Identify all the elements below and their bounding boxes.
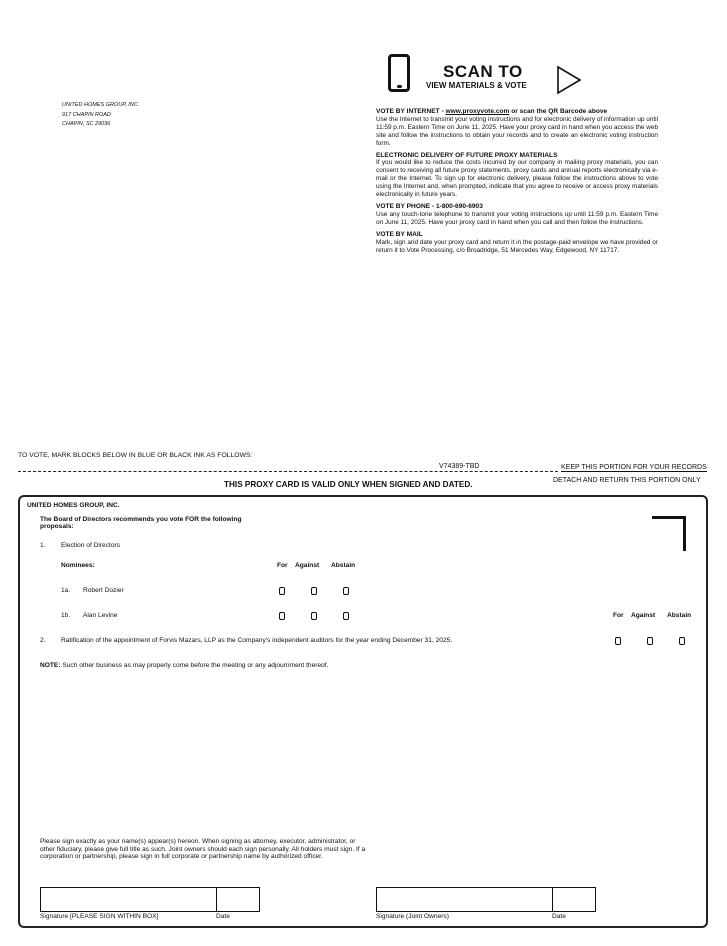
nominee-1b-name: Alan Levine (83, 612, 118, 619)
proposal-1-number: 1. (40, 542, 46, 549)
checkbox-2-against[interactable] (647, 637, 653, 645)
checkbox-2-abstain[interactable] (679, 637, 685, 645)
note-label: NOTE: (40, 662, 61, 669)
mail-body: Mark, sign and date your proxy card and return it in the postage-paid envelope we have provided or return it to Vote Processing, c/o Broadridge, 51 Mercedes Way, Edgewood, NY 11717. (376, 238, 658, 254)
checkbox-2-for[interactable] (615, 637, 621, 645)
phone-body: Use any touch-tone telephone to transmit your voting instructions up until 11:59 p.m. Eastern Time on June 11, 2025. Have your proxy card in hand when you call and then follow the instructions. (376, 210, 658, 226)
date-box[interactable] (216, 887, 260, 912)
checkbox-1a-for[interactable] (279, 587, 285, 595)
keep-portion-label: KEEP THIS PORTION FOR YOUR RECORDS (561, 464, 707, 471)
control-code: V74389-TBD (439, 463, 480, 470)
proposal-1-label: Election of Directors (61, 542, 120, 549)
scan-title: SCAN TO (443, 62, 523, 81)
sign-instructions: Please sign exactly as your name(s) appear(s) hereon. When signing as attorney, executor, administrator, or other fiduciary, please give full title as such. Joint owners should each sign personally. All holders must sign. If a corporation or partnership, please sign in full corporate or partnership name by authorized officer. (40, 838, 366, 861)
col-abstain: Abstain (331, 562, 356, 569)
valid-notice: THIS PROXY CARD IS VALID ONLY WHEN SIGNED AND DATED. (224, 480, 473, 489)
note (40, 662, 328, 669)
internet-body: Use the Internet to transmit your voting instructions and for electronic delivery of information up until 11:59 p.m. Eastern Time on June 11, 2025. Have your proxy card in hand when you access the web site and follow the instructions to obtain your records and to create an electronic voting instruction form. (376, 115, 658, 147)
to-vote-instruction: TO VOTE, MARK BLOCKS BELOW IN BLUE OR BLACK INK AS FOLLOWS: (18, 452, 253, 459)
proposal-2-label: Ratification of the appointment of Forvis Mazars, LLP as the Company's independent auditors for the year ending December 31, 2025. (61, 637, 453, 644)
internet-heading (376, 108, 658, 116)
p2-col-abstain: Abstain (667, 612, 692, 619)
checkbox-1b-against[interactable] (311, 612, 317, 620)
joint-date-label: Date (552, 913, 566, 920)
mail-heading: VOTE BY MAIL (376, 230, 423, 238)
p2-col-against: Against (631, 612, 656, 619)
registration-mark (652, 516, 686, 551)
address-line: CHAPIN, SC 29036 (62, 121, 111, 127)
note-text: Such other business as may properly come before the meeting or any adjournment thereof. (60, 662, 329, 669)
signature-box[interactable] (40, 887, 217, 912)
phone-icon (388, 54, 410, 92)
checkbox-1a-abstain[interactable] (343, 587, 349, 595)
address-line: 917 CHAPIN ROAD (62, 111, 111, 118)
date-label: Date (216, 913, 230, 920)
edelivery-body: If you would like to reduce the costs incurred by our company in mailing proxy materials, you can consent to receiving all future proxy statements, proxy cards and annual reports electronically via e-mail or the Internet. To sign up for electronic delivery, please follow the instructions above to vote using the Internet and, when prompted, indicate that you agree to receive or access proxy materials electronically in future years. (376, 159, 658, 199)
joint-signature-box[interactable] (376, 887, 553, 912)
board-recommendation: The Board of Directors recommends you vote FOR the following proposals: (40, 516, 242, 530)
company-name: UNITED HOMES GROUP, INC. (27, 502, 120, 509)
ballot-card (18, 495, 708, 928)
detach-line (18, 471, 558, 472)
voting-instructions (376, 108, 658, 258)
checkbox-1b-for[interactable] (279, 612, 285, 620)
nominee-1b-number: 1b. (61, 612, 71, 619)
play-arrow-icon (556, 65, 582, 95)
return-address (62, 101, 139, 130)
checkbox-1b-abstain[interactable] (343, 612, 349, 620)
internet-heading-tail: or scan the QR Barcode above (509, 108, 608, 115)
scan-subtitle: VIEW MATERIALS & VOTE (426, 81, 527, 90)
col-for: For (277, 562, 288, 569)
address-line: UNITED HOMES GROUP, INC. (62, 102, 140, 108)
col-against: Against (295, 562, 320, 569)
nominee-1a-name: Robert Dozier (83, 587, 124, 594)
signature-label: Signature [PLEASE SIGN WITHIN BOX] (40, 913, 159, 920)
detach-portion-label: DETACH AND RETURN THIS PORTION ONLY (553, 477, 701, 484)
joint-signature-label: Signature (Joint Owners) (376, 913, 449, 920)
checkbox-1a-against[interactable] (311, 587, 317, 595)
edelivery-heading: ELECTRONIC DELIVERY OF FUTURE PROXY MATERIALS (376, 151, 558, 159)
p2-col-for: For (613, 612, 624, 619)
internet-heading-text: VOTE BY INTERNET - (376, 108, 446, 115)
phone-heading: VOTE BY PHONE - 1-800-690-6903 (376, 202, 483, 210)
nominees-label: Nominees: (61, 562, 95, 569)
joint-date-box[interactable] (552, 887, 596, 912)
nominee-1a-number: 1a. (61, 587, 71, 594)
proxyvote-link[interactable]: www.proxyvote.com (445, 108, 510, 115)
proposal-2-number: 2. (40, 637, 46, 644)
